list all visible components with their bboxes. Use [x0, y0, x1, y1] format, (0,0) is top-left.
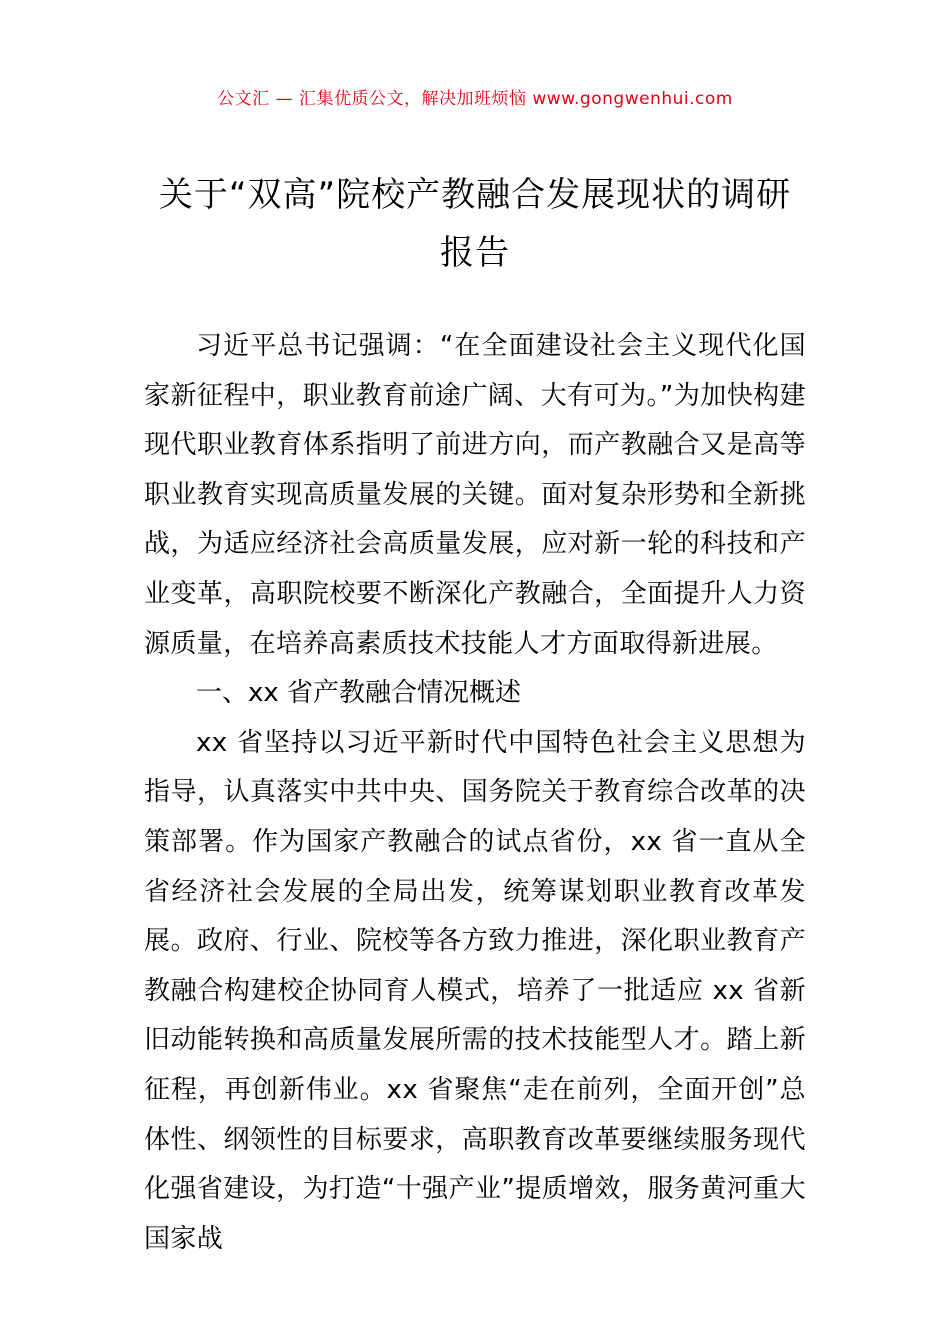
intro-paragraph: 习近平总书记强调：“在全面建设社会主义现代化国家新征程中，职业教育前途广阔、大有可为。”为加快构建现代职业教育体系指明了前进方向，而产教融合又是高等职业教育实现高质量发展的关键。面对复杂形势和全新挑战，为适应经济社会高质量发展，应对新一轮的科技和产业变革，高职院校要不断深化产教融合，全面提升人力资源质量，在培养高素质技术技能人才方面取得新进展。	[144, 331, 806, 659]
section-1-heading: 一、xx 省产教融合情况概述	[196, 678, 522, 709]
document-title: 关于“双高”院校产教融合发展现状的调研报告	[158, 175, 792, 273]
section-1-paragraph: xx 省坚持以习近平新时代中国特色社会主义思想为指导，认真落实中共中央、国务院关于教育综合改革的决策部署。作为国家产教融合的试点省份，xx 省一直从全省经济社会发展的全局出发，统筹谋划职业教育改革发展。政府、行业、院校等各方致力推进，深化职业教育产教融合构建校企协同育人模式，培养了一批适应 xx 省新旧动能转换和高质量发展所需的技术技能型人才。踏上新征程，再创新伟业。xx 省聚焦“走在前列，全面开创”总体性、纲领性的目标要求，高职教育改革要继续服务现代化强省建设，为打造“十强产业”提质增效，服务黄河重大国家战	[144, 727, 806, 1254]
document-body	[144, 322, 806, 1264]
header-banner: 公文汇 — 汇集优质公文，解决加班烦恼 www.gongwenhui.com	[217, 89, 733, 109]
